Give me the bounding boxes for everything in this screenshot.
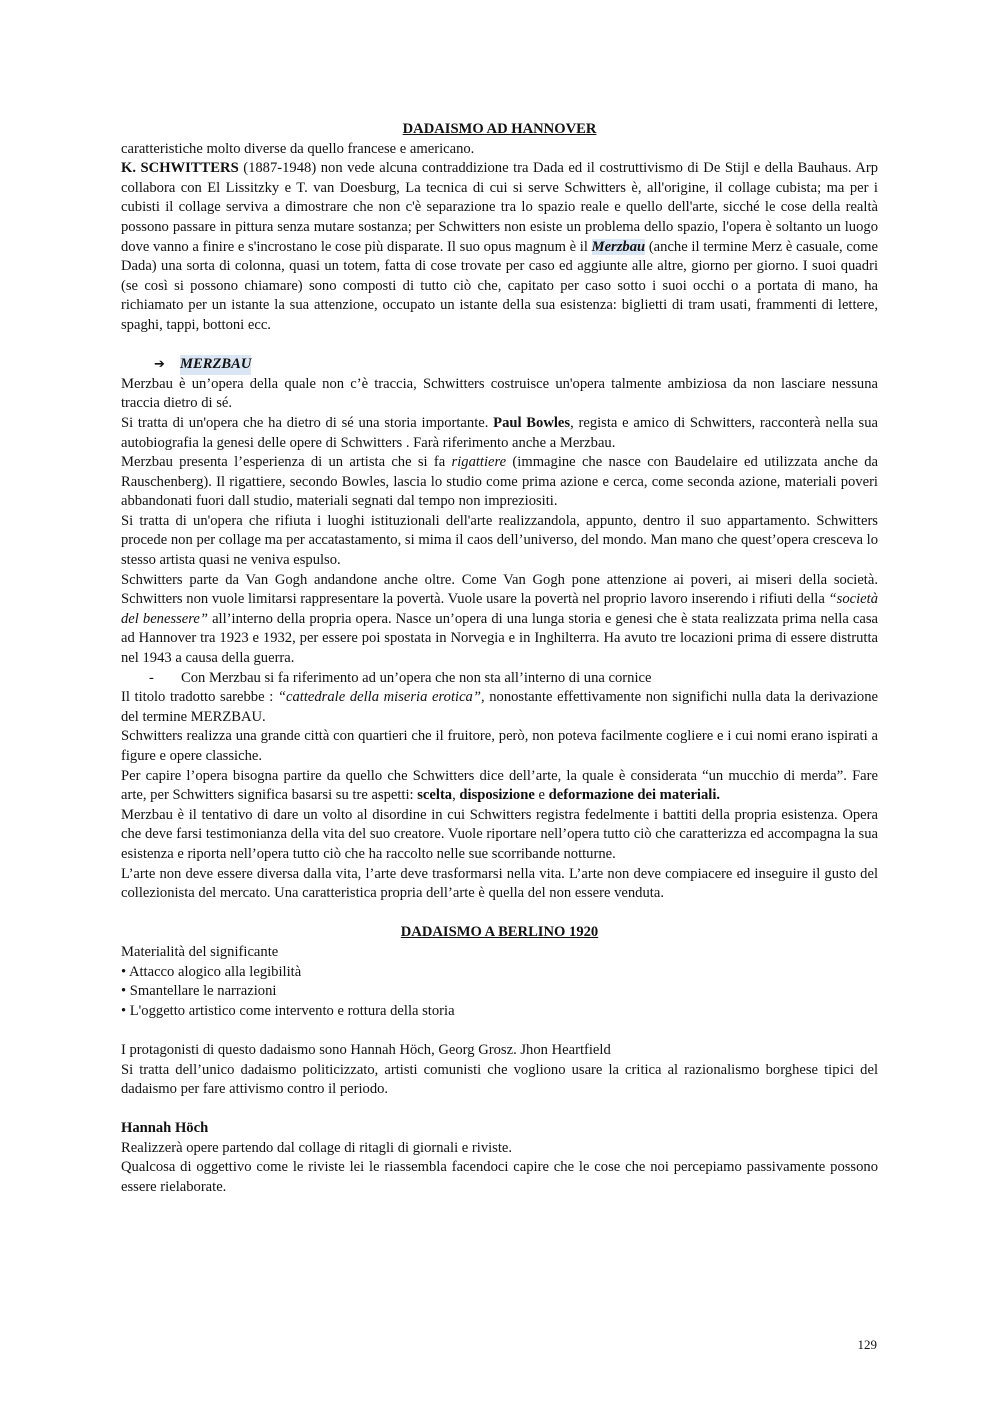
paragraph-merzbau-1: Merzbau è un’opera della quale non c’è traccia, Schwitters costruisce un'opera talmente ambiziosa da non lasciare nessuna traccia dietro di sé. (121, 375, 878, 412)
paragraph-merzbau-2: Si tratta di un'opera che ha dietro di sé una storia importante. Paul Bowles, regista e amico di Schwitters, racconterà nella sua autobiografia la genesi delle opere di Schwitters . Farà riferimento anche a Merzbau. (121, 414, 878, 451)
paragraph-merzbau-10: L’arte non deve essere diversa dalla vita, l’arte deve trasformarsi nella vita. L’arte non deve compiacere ed inseguire il gusto del collezionista del mercato. Una caratteristica propria dell’arte è quella del non essere venduta. (121, 865, 878, 902)
merzbau-subheading (154, 355, 878, 375)
merzbau-subheading-label: MERZBAU (180, 355, 251, 375)
berlino-lead: Materialità del significante (121, 943, 279, 960)
bullet-item: • Attacco alogico alla legibilità (121, 963, 302, 980)
document-page (121, 120, 878, 1198)
paragraph-merzbau-7: Schwitters realizza una grande città con quartieri che il fruitore, però, non poteva facilmente cogliere e i cui nomi erano ispirati a figure e opere classiche. (121, 728, 878, 764)
arrow-right-icon: ➔ (154, 357, 165, 373)
paragraph-merzbau-3: Merzbau presenta l’esperienza di un artista che si fa rigattiere (immagine che nasce con Baudelaire ed utilizzata anche da Rauschenberg). Il rigattiere, secondo Bowles, lascia lo studio come prima azione e cerca, come seconda azione, materiali poveri abbandonati fuori dall studio, materiali segnati dal tempo non impreziositi. (121, 454, 878, 510)
paragraph-hoch-1: Realizzerà opere partendo dal collage di ritagli di giornali e riviste. (121, 1139, 513, 1156)
paragraph-merzbau-6: Il titolo tradotto sarebbe : “cattedrale della miseria erotica”, nonostante effettivamente non significhi nulla data la derivazione del termine MERZBAU. (121, 689, 879, 725)
paragraph-schwitters: K. SCHWITTERS (1887-1948) non vede alcuna contraddizione tra Dada ed il costruttivismo di De Stijl e della Bauhaus. Arp collabora con El Lissitzky e T. van Doesburg, La tecnica di cui si serve Schwitters è, all'origine, il collage cubista; ma per i cubisti il collage serviva a dimostrare che non c'è separazione tra lo spazio reale e quello dell'arte, sicché le cose della realtà possono passare in pittura senza mutare sostanza; per Schwitters non esiste un problema dello spazio, l'opera è soltanto un luogo dove vanno a finire e s'incrostano le cose più disparate. Il suo opus magnum è il Merzbau (anche il termine Merz è casuale, come Dada) una sorta di colonna, quasi un totem, fatta di cose trovate per caso ed aggiunte alle altre, giorno per giorno. I suoi quadri (se così si possono chiamare) sono composti di tutto ciò che, capitato per caso sotto i suoi occhi o a portata di mano, ha richiamato per un istante la sua attenzione, occupato un istante della sua esistenza: biglietti di tram usati, frammenti di lettere, spaghi, tappi, bottoni ecc. (121, 160, 878, 333)
paragraph-hoch-2: Qualcosa di oggettivo come le riviste lei le riassembla facendoci capire che le cose che noi percepiamo passivamente possono essere rielaborate. (121, 1159, 878, 1196)
paragraph-merzbau-8: Per capire l’opera bisogna partire da quello che Schwitters dice dell’arte, la quale è considerata “un mucchio di merda”. Fare arte, per Schwitters significa basarsi su tre aspetti: scelta, disposizione e deformazione dei materiali. (121, 767, 878, 804)
heading-hannah-hoch: Hannah Höch (121, 1120, 209, 1137)
heading-dadaismo-hannover: DADAISMO AD HANNOVER (402, 121, 597, 137)
paragraph-merzbau-5: Schwitters parte da Van Gogh andandone anche oltre. Come Van Gogh pone attenzione ai poveri, ai miseri della società. Schwitters non vuole limitarsi rappresentare la povertà. Vuole usare la povertà nel proprio lavoro inserendo i rifiuti della “società del benessere” all’interno della propria opera. Nasce un’opera di una lunga storia e genesi che è stata realizzata prima nella casa ad Hannover tra 1923 e 1932, per essere poi spostata in Norvegia e in Inghilterra. Ha avuto tre locazioni prima di essere distrutta nel 1943 a causa della guerra. (121, 571, 879, 667)
page-number: 129 (857, 1337, 877, 1352)
bullet-item: • L'oggetto artistico come intervento e rottura della storia (121, 1002, 455, 1019)
heading-dadaismo-berlino: DADAISMO A BERLINO 1920 (400, 924, 599, 941)
dash-marker: - (149, 669, 154, 686)
bullet-item: • Smantellare le narrazioni (121, 983, 277, 1000)
name-schwitters: K. SCHWITTERS (121, 160, 239, 177)
paragraph-berlino-2: Si tratta dell’unico dadaismo politicizzato, artisti comunisti che vogliono usare la critica al razionalismo borghese tipici del dadaismo per fare attivismo contro il periodo. (121, 1061, 878, 1098)
paragraph-berlino-1: I protagonisti di questo dadaismo sono Hannah Höch, Georg Grosz. Jhon Heartfield (121, 1041, 611, 1058)
paragraph-merzbau-9: Merzbau è il tentativo di dare un volto al disordine in cui Schwitters registra fedelmente i battiti della propria esistenza. Opera che deve farsi testimonianza della vita del suo creatore. Vuole riportare nell’opera tutto ciò che caratterizza ed accompagna la sua esistenza e riporta nell’opera tutto ciò che ha raccolto nelle sue scorribande notturne. (121, 806, 878, 862)
dash-list-item: - Con Merzbau si fa riferimento ad un’opera che non sta all’interno di una cornice (149, 669, 878, 689)
merzbau-highlight: Merzbau (591, 238, 646, 255)
paragraph-intro: caratteristiche molto diverse da quello francese e americano. (121, 140, 475, 157)
paragraph-merzbau-4: Si tratta di un'opera che rifiuta i luoghi istituzionali dell'arte realizzandola, appunto, dentro il suo appartamento. Schwitters procede non per collage ma per accatastamento, si mima il caos dell’universo, del mondo. Man mano che quest’opera cresceva lo stesso artista quasi ne veniva espulso. (121, 512, 878, 569)
